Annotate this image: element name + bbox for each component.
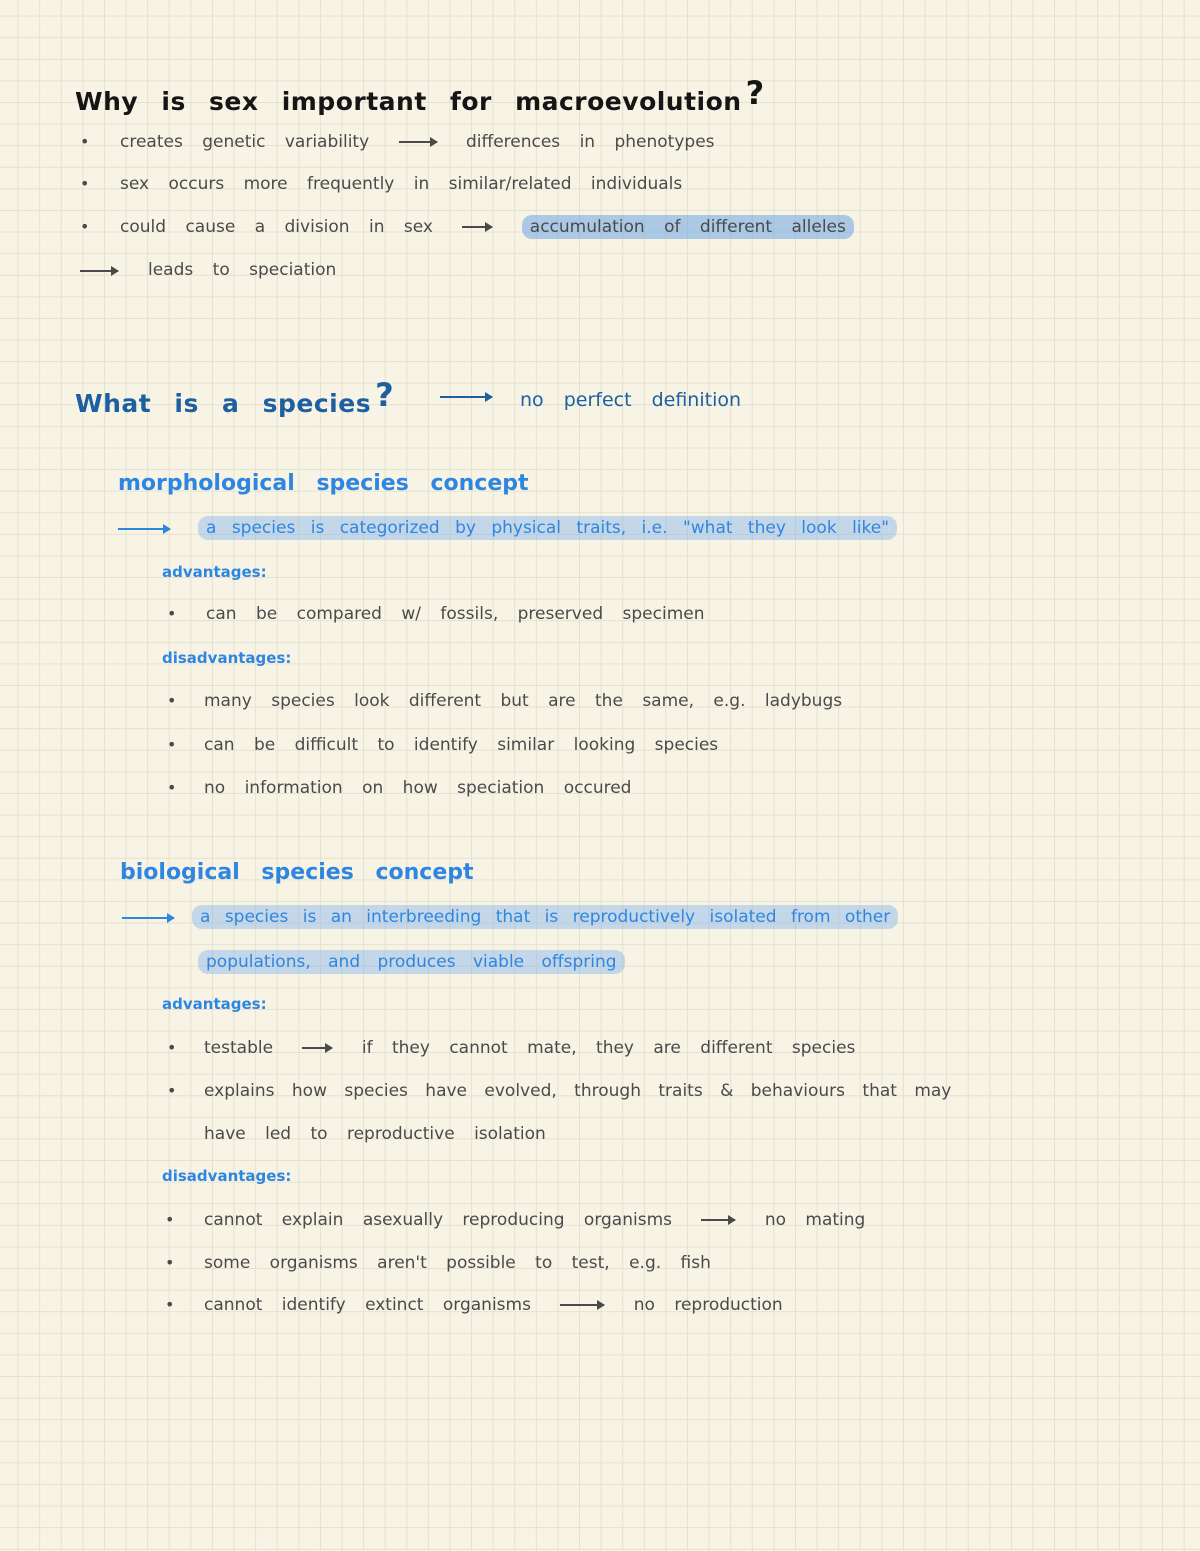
right-arrow-icon: [399, 141, 437, 143]
biological-disadvantage-1-text-b: no mating: [764, 1210, 866, 1230]
section2-title-text: What is a species: [75, 389, 372, 418]
biological-advantage-1-text-a: testable: [204, 1038, 274, 1058]
biological-disadvantages-label: disadvantages:: [162, 1167, 292, 1185]
biological-definition-line-2: [198, 954, 625, 971]
morphological-advantages-label: advantages:: [162, 563, 267, 581]
section1-title: [75, 74, 765, 116]
section1-bullet-1-text-b: differences in phenotypes: [465, 132, 715, 152]
bullet-dot: •: [165, 1210, 175, 1229]
biological-disadvantage-3: [204, 1297, 783, 1314]
right-arrow-icon: [302, 1047, 332, 1049]
morphological-definition-highlight: a species is categorized by physical traits, i.e. "what they look like": [198, 516, 897, 540]
bullet-dot: •: [167, 604, 177, 623]
section1-bullet-2: [120, 176, 682, 193]
bullet-dot: •: [167, 1081, 177, 1100]
section1-bullet-1: [120, 134, 715, 151]
section1-bullet-2-text: sex occurs more frequently in similar/related individuals: [120, 174, 683, 194]
biological-disadvantage-1: [204, 1212, 865, 1229]
biological-disadvantage-2: some organisms aren't possible to test, e.g. fish: [204, 1253, 711, 1273]
right-arrow-icon: [462, 226, 492, 228]
biological-disadvantage-3-text-b: no reproduction: [633, 1295, 783, 1315]
bullet-dot: •: [167, 778, 177, 797]
section1-question-mark: ?: [745, 74, 765, 112]
bullet-dot: •: [167, 691, 177, 710]
bullet-dot: •: [165, 1295, 175, 1314]
bullet-dot: •: [80, 132, 90, 151]
biological-disadvantage-3-text-a: cannot identify extinct organisms: [204, 1295, 531, 1315]
biological-advantages-label: advantages:: [162, 995, 267, 1013]
morphological-disadvantage-3: no information on how speciation occured: [204, 778, 632, 798]
right-arrow-icon: [560, 1304, 604, 1306]
biological-definition-line-1: [192, 909, 898, 926]
morphological-disadvantage-1: many species look different but are the same, e.g. ladybugs: [204, 691, 843, 711]
right-arrow-icon: [440, 396, 492, 398]
biological-definition-highlight-2: populations, and produces viable offspring: [198, 950, 625, 974]
biological-disadvantage-1-text-a: cannot explain asexually reproducing organisms: [204, 1210, 672, 1230]
right-arrow-icon: [122, 917, 174, 919]
morphological-disadvantages-label: disadvantages:: [162, 649, 292, 667]
section2-title: [75, 376, 395, 418]
biological-advantage-1: [204, 1040, 855, 1057]
bullet-dot: •: [165, 1253, 175, 1272]
biological-advantage-2-line-2: have led to reproductive isolation: [204, 1124, 546, 1144]
morphological-title: morphological species concept: [118, 471, 529, 496]
section1-bullet-1-text-a: creates genetic variability: [120, 132, 370, 152]
biological-definition-highlight-1: a species is an interbreeding that is reproductively isolated from other: [192, 905, 898, 929]
section1-bullet-3-text-a: could cause a division in sex: [120, 217, 433, 237]
right-arrow-icon: [80, 270, 118, 272]
bullet-dot: •: [80, 174, 90, 193]
right-arrow-icon: [701, 1219, 735, 1221]
section1-conclusion: leads to speciation: [148, 260, 337, 280]
biological-title: biological species concept: [120, 860, 474, 885]
bullet-dot: •: [80, 217, 90, 236]
section2-question-mark: ?: [375, 376, 395, 414]
biological-advantage-2-line-1: explains how species have evolved, through traits & behaviours that may: [204, 1081, 952, 1101]
bullet-dot: •: [167, 1038, 177, 1057]
section1-bullet-3-highlight: accumulation of different alleles: [522, 215, 854, 239]
section1-bullet-3: [120, 219, 854, 236]
biological-advantage-1-text-b: if they cannot mate, they are different species: [361, 1038, 856, 1058]
morphological-disadvantage-2: can be difficult to identify similar looking species: [204, 735, 719, 755]
section1-title-text: Why is sex important for macroevolution: [75, 87, 742, 116]
bullet-dot: •: [167, 735, 177, 754]
morphological-advantage-1: can be compared w/ fossils, preserved specimen: [206, 604, 705, 624]
right-arrow-icon: [118, 528, 170, 530]
morphological-definition: [198, 520, 897, 537]
section2-answer: no perfect definition: [520, 389, 742, 411]
